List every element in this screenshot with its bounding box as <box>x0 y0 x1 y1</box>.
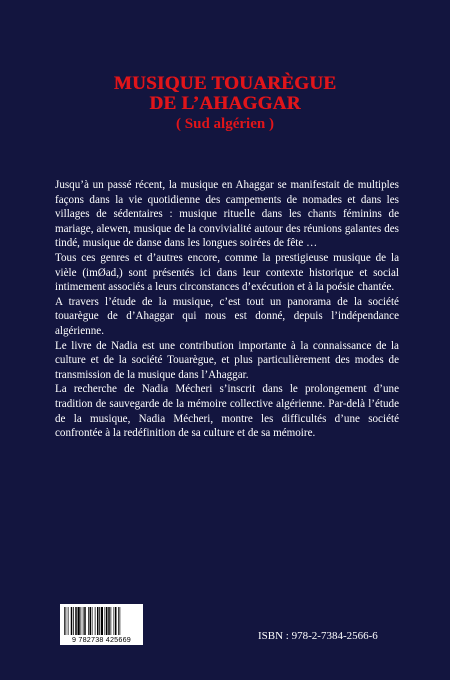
barcode-bars-icon <box>64 607 139 635</box>
paragraph-5: La recherche de Nadia Mécheri s’inscrit dans le prolongement d’une tradition de sauvegarde de la mémoire collective algérienne. Par-delà l’étude de la musique, Nadia Mécheri, montre les difficultés d’une société confrontée à la redéfinition de sa culture et de sa mémoire. <box>55 383 399 440</box>
paragraph-3: A travers l’étude de la musique, c’est tout un panorama de la société touarègue de d’Ahaggar qui nous est donné, depuis l’indépendance algérienne. <box>55 295 399 337</box>
title-block <box>0 74 450 133</box>
barcode-bar <box>73 607 74 635</box>
barcode-bar <box>101 607 103 635</box>
barcode-bar <box>71 607 73 635</box>
barcode-bar <box>90 607 92 635</box>
back-cover-text <box>55 178 399 441</box>
title-line-2: DE L’AHAGGAR <box>149 93 301 114</box>
barcode-bar <box>78 607 80 635</box>
barcode-bar <box>84 607 86 635</box>
barcode-bar <box>120 607 121 635</box>
barcode-bar <box>64 607 65 635</box>
isbn-label: ISBN : 978-2-7384-2566-6 <box>258 630 378 642</box>
barcode-bar <box>92 607 93 635</box>
barcode-bar <box>88 607 89 635</box>
barcode-bar <box>106 607 108 635</box>
barcode-bar <box>105 607 106 635</box>
barcode-bar <box>115 607 117 635</box>
barcode-bar <box>111 607 112 635</box>
barcode-bar <box>118 607 119 635</box>
barcode-bar <box>68 607 69 635</box>
title-line-1: MUSIQUE TOUARÈGUE <box>113 73 337 94</box>
barcode-bar <box>95 607 96 635</box>
barcode-bar <box>99 607 100 635</box>
paragraph-1: Jusqu’à un passé récent, la musique en Ahaggar se manifestait de multiples façons dans la vie quotidienne des campements de nomades et dans les villages de sédentaires : musique rituelle dans les chants féminins de mariage, alewen, musique de la convivialité autour des réunions galantes des tindé, musique de danse dans les longues soirées de fête … <box>55 179 399 250</box>
barcode-number: 9 782738 425669 <box>72 635 131 644</box>
barcode-bar <box>81 607 82 635</box>
barcode <box>60 604 143 645</box>
paragraph-2: Tous ces genres et d’autres encore, comme la prestigieuse musique de la vièle (imØad,) sont présentés ici dans leur contexte historique et social intimement associés a leurs circonstances d’exécution et à la poésie chantée. <box>55 251 399 294</box>
barcode-bar <box>114 607 115 635</box>
paragraph-4: Le livre de Nadia est une contribution importante à la connaissance de la culture et de la société Touarègue, et plus particulièrement des modes de transmission de la musique dans l’Ahaggar. <box>55 339 399 381</box>
barcode-bar <box>108 607 110 635</box>
barcode-bar <box>97 607 99 635</box>
barcode-bar <box>75 607 77 635</box>
subtitle: ( Sud algérien ) <box>176 116 274 132</box>
barcode-bar <box>83 607 84 635</box>
barcode-bar <box>66 607 67 635</box>
